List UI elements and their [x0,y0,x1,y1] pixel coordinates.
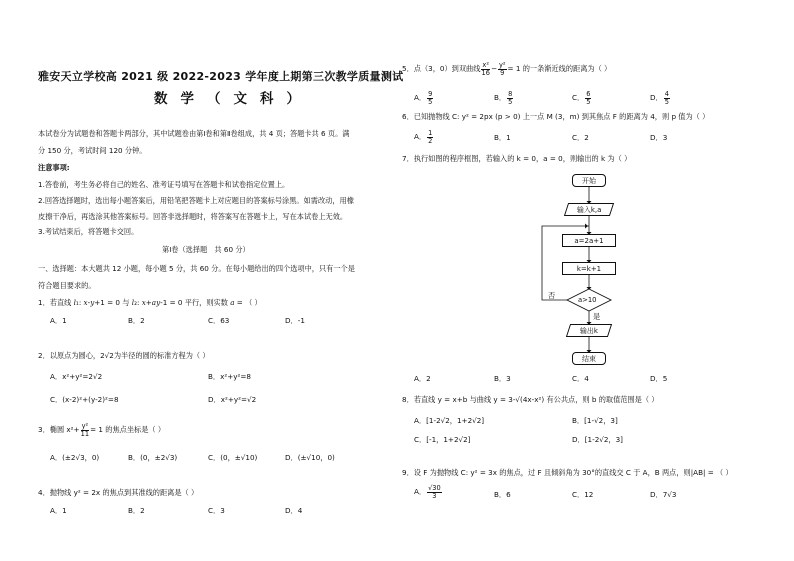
flow-input: 输入k,a [564,203,614,216]
flow-output: 输出k [566,324,612,337]
notes-heading: 注意事项: [38,163,70,172]
q1-option-c: C．63 [208,316,230,325]
left-column [38,0,404,561]
q7-stem: 7．执行如图的程序框图，若输入的 k = 0，a = 0，则输出的 k 为（ ） [402,154,632,163]
q5-option-c: C． $\frac{6}{5}$ [572,90,591,106]
q5-option-d: D． $\frac{4}{5}$ [650,90,669,106]
q6-option-a: A． $\frac{1}{2}$ [414,129,433,145]
q2-option-d: D．x²+y²=√2 [208,395,257,404]
q3-option-d: D．(±√10，0) [285,453,335,462]
q1-option-a: A．1 [50,316,67,325]
q4-option-b: B．2 [128,506,145,515]
section-title: 第Ⅰ卷（选择题 共 60 分） [162,245,250,254]
q7-option-b: B．3 [494,374,511,383]
notes-line-3: 皮擦干净后，再选涂其他答案标号。回答非选择题时，将答案写在答题卡上，写在本试卷上无效。 [38,212,348,221]
intro-line-2: 分 150 分，考试时间 120 分钟。 [38,146,147,155]
q2-option-a: A．x²+y²=2√2 [50,372,103,381]
q9-option-c: C．12 [572,490,594,499]
q1-option-d: D．-1 [285,316,305,325]
q8-option-d: D．[1-2√2，3] [572,435,623,444]
intro-line-1: 本试卷分为试题卷和答题卡两部分，其中试题卷由第Ⅰ卷和第Ⅱ卷组成，共 4 页；答题卡共 6 页。满 [38,129,350,138]
q8-option-b: B．[1-√2，3] [572,416,618,425]
q2-option-c: C．(x-2)²+(y-2)²=8 [50,395,119,404]
exam-title: 雅安天立学校高 2021 级 2022-2023 学年度上期第三次教学质量测试 [38,70,404,83]
q8-option-a: A．[1-2√2，1+2√2] [414,416,485,425]
flow-end: 结束 [572,352,606,365]
q5-fraction-y: $\frac{\text{y²}}{9}$ [499,61,506,77]
q2-stem: 2．以原点为圆心，2√2为半径的圆的标准方程为（ ） [38,351,210,360]
section-intro-2: 符合题目要求的。 [38,281,96,290]
q6-option-c: C．2 [572,133,589,142]
section-intro-1: 一、选择题：本大题共 12 小题，每小题 5 分，共 60 分。在每小题给出的四个选项中，只有一个是 [38,264,355,273]
q5-option-a: A． $\frac{9}{5}$ [414,90,433,106]
q6-option-b: B．1 [494,133,511,142]
q4-option-c: C．3 [208,506,225,515]
q1-stem: 1．若直线 l₁: x-y+1 = 0 与 l₂: x+ay-1 = 0 平行，则实数 a = （ ） [38,298,262,307]
q7-option-a: A．2 [414,374,431,383]
radius-value: 2√2 [100,351,114,360]
q3-option-b: B．(0，±2√3) [128,453,178,462]
exam-subtitle: 数学（文科） [154,91,313,107]
q8-stem: 8．若直线 y = x+b 与曲线 y = 3-√(4x-x²) 有公共点，则 b 的取值范围是（ ） [402,395,659,404]
notes-line-4: 3.考试结束后，将答题卡交回。 [38,227,139,236]
flow-step-k: k=k+1 [562,262,616,275]
notes-line-2: 2.回答选择题时，选出每小题答案后，用铅笔把答题卡上对应题目的答案标号涂黑。如需改动，用橡 [38,196,354,205]
q9-stem: 9．设 F 为抛物线 C: y² = 3x 的焦点，过 F 且倾斜角为 30°的直线交 C 于 A，B 两点，则|AB| = （ ） [402,468,733,477]
q8-option-c: C．[-1，1+2√2] [414,435,471,444]
q3-option-c: C．(0，±√10) [208,453,258,462]
q9-option-d: D．7√3 [650,490,677,499]
flow-no-label: 否 [548,291,556,300]
q5-fraction-x: $\frac{\text{x²}}{16}$ [481,61,490,77]
q3-option-a: A．(±2√3，0) [50,453,100,462]
q1-option-b: B．2 [128,316,145,325]
flow-yes-label: 是 [593,312,601,321]
flow-step-a: a=2a+1 [562,234,616,247]
q5-stem: 5．点（3，0）到双曲线 $\frac{\text{x²}}{16}$ − $\frac{\text{y²}}{9}$ = 1 的一条渐近线的距离为（ ） [402,61,612,77]
q4-option-d: D．4 [285,506,303,515]
q2-option-b: B．x²+y²=8 [208,372,252,381]
q4-stem: 4．抛物线 y² = 2x 的焦点到其准线的距离是（ ） [38,488,199,497]
flow-condition-label: a>10 [578,296,597,304]
notes-line-1: 1.答卷前，考生务必将自己的姓名、准考证号填写在答题卡和试卷指定位置上。 [38,180,290,189]
right-column [402,0,762,561]
q9-option-b: B．6 [494,490,511,499]
q6-stem: 6．已知抛物线 C: y² = 2px (p > 0) 上一点 M (3，m) 到其焦点 F 的距离为 4，则 p 值为（ ） [402,112,710,121]
q7-option-c: C．4 [572,374,589,383]
q6-option-d: D．3 [650,133,668,142]
flow-start: 开始 [572,174,606,187]
q4-option-a: A．1 [50,506,67,515]
q3-fraction: $\frac{\text{y²}}{11}$ [80,422,90,438]
q9-option-a: A． $\frac{√30}{3}$ [414,484,441,500]
q5-option-b: B． $\frac{8}{5}$ [494,90,513,106]
q7-option-d: D．5 [650,374,668,383]
q3-stem: 3．椭圆 x²+ $\frac{\text{y²}}{11}$ = 1 的焦点坐标是（ ） [38,422,166,438]
